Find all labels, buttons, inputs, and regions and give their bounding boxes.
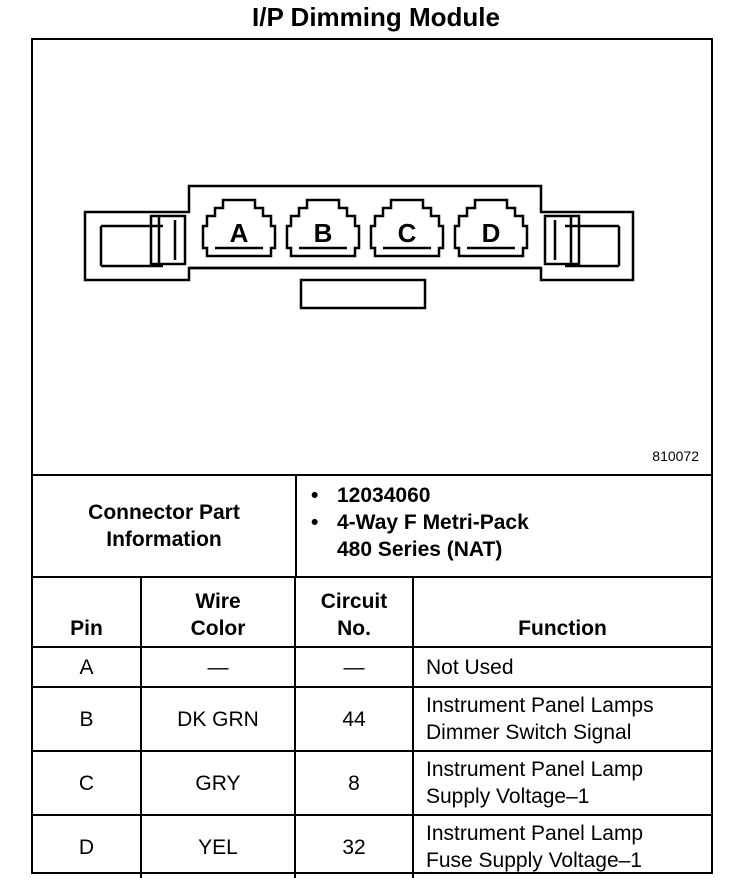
connector-series: 480 Series (NAT) [337, 538, 503, 561]
table-row [33, 687, 711, 751]
wire-color-cell: GRY [141, 751, 295, 815]
pin-label-b: B [313, 218, 333, 248]
function-cell: Instrument Panel Lamp Supply Voltage–1 [413, 751, 711, 815]
circuit-cell: 44 [295, 687, 413, 751]
connector-type: 4-Way F Metri-Pack [337, 511, 529, 534]
pinout-table [33, 576, 711, 878]
pin-label-a: A [229, 218, 249, 248]
function-cell: Not Used [413, 647, 711, 687]
wire-color-cell: YEL [141, 815, 295, 878]
pin-cell: C [33, 751, 141, 815]
pin-label-d: D [481, 218, 501, 248]
page-title: I/P Dimming Module [252, 2, 500, 32]
pin-cell: D [33, 815, 141, 878]
circuit-cell: 32 [295, 815, 413, 878]
table-header-row [33, 577, 711, 647]
function-cell: Instrument Panel Lamps Dimmer Switch Signal [413, 687, 711, 751]
pin-cell: B [33, 687, 141, 751]
left-latch [151, 216, 185, 264]
table-row [33, 815, 711, 878]
table-row [33, 647, 711, 687]
pin-label-c: C [397, 218, 417, 248]
circuit-cell: 8 [295, 751, 413, 815]
header-circuit-no: Circuit No. [295, 577, 413, 647]
table-row [33, 751, 711, 815]
header-wire-color: Wire Color [141, 577, 295, 647]
part-info-item: • 12034060 [311, 484, 431, 507]
part-info-label: Connector Part Information [33, 476, 297, 576]
part-info-list [297, 482, 707, 563]
function-cell: Instrument Panel Lamp Fuse Supply Voltage–1 [413, 815, 711, 878]
bottom-tab [301, 280, 425, 308]
part-number: 12034060 [337, 484, 431, 507]
right-latch [545, 216, 579, 264]
part-info-item: • 4-Way F Metri-Pack 480 Series (NAT) [311, 511, 529, 561]
connector-sheet [31, 38, 713, 874]
header-pin: Pin [33, 577, 141, 647]
pin-cell: A [33, 647, 141, 687]
circuit-cell: — [295, 647, 413, 687]
connector-face-drawing [33, 40, 711, 474]
figure-id: 810072 [652, 448, 699, 464]
wire-color-cell: — [141, 647, 295, 687]
connector-diagram [33, 40, 711, 476]
header-function: Function [413, 577, 711, 647]
connector-part-info [33, 476, 711, 578]
wire-color-cell: DK GRN [141, 687, 295, 751]
